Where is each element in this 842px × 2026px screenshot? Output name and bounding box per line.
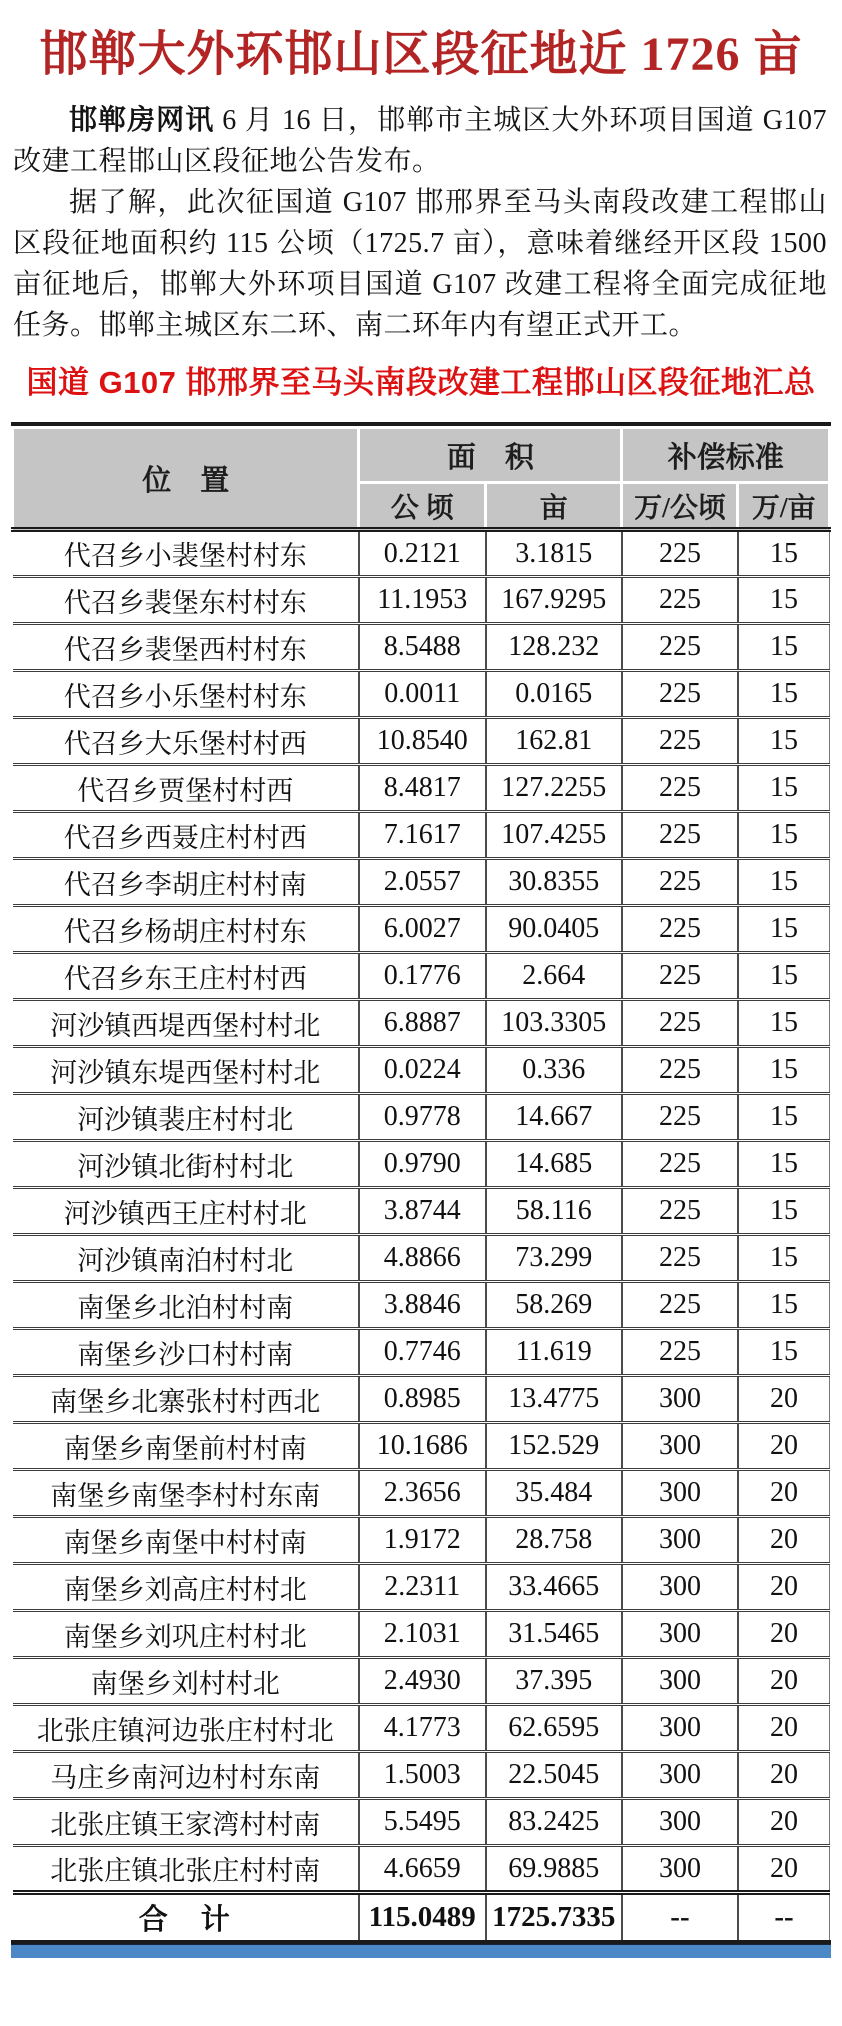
cell-comp-per-mu: 20 xyxy=(738,1799,830,1846)
cell-comp-per-hectare: 300 xyxy=(622,1423,738,1470)
total-comp-per-hectare: -- xyxy=(622,1893,738,1940)
footer-blue-bar xyxy=(11,1944,831,1958)
cell-area-mu: 90.0405 xyxy=(486,906,622,953)
col-header-location: 位 置 xyxy=(13,428,359,530)
table-row xyxy=(13,1094,830,1141)
cell-area-mu: 152.529 xyxy=(486,1423,622,1470)
cell-area-hectare: 2.1031 xyxy=(359,1611,486,1658)
col-header-area-group: 面 积 xyxy=(359,428,622,483)
table-row xyxy=(13,1188,830,1235)
cell-area-hectare: 2.3656 xyxy=(359,1470,486,1517)
cell-area-hectare: 6.0027 xyxy=(359,906,486,953)
cell-location: 河沙镇西王庄村村北 xyxy=(13,1188,359,1235)
cell-comp-per-hectare: 300 xyxy=(622,1799,738,1846)
cell-comp-per-mu: 15 xyxy=(738,530,830,577)
table-row xyxy=(13,1329,830,1376)
table-footer xyxy=(13,1893,830,1940)
cell-comp-per-hectare: 225 xyxy=(622,906,738,953)
table-row xyxy=(13,1611,830,1658)
cell-comp-per-mu: 20 xyxy=(738,1846,830,1893)
cell-area-hectare: 2.0557 xyxy=(359,859,486,906)
cell-area-hectare: 8.5488 xyxy=(359,624,486,671)
cell-area-mu: 31.5465 xyxy=(486,1611,622,1658)
cell-comp-per-mu: 15 xyxy=(738,765,830,812)
table-row xyxy=(13,1705,830,1752)
cell-comp-per-mu: 20 xyxy=(738,1423,830,1470)
cell-area-mu: 14.667 xyxy=(486,1094,622,1141)
article-body xyxy=(13,100,827,346)
cell-area-mu: 3.1815 xyxy=(486,530,622,577)
cell-area-hectare: 1.9172 xyxy=(359,1517,486,1564)
cell-location: 南堡乡刘高庄村村北 xyxy=(13,1564,359,1611)
cell-area-hectare: 3.8744 xyxy=(359,1188,486,1235)
table-row xyxy=(13,1752,830,1799)
cell-location: 代召乡小裴堡村村东 xyxy=(13,530,359,577)
table-row xyxy=(13,1517,830,1564)
table-row xyxy=(13,859,830,906)
cell-location: 代召乡裴堡东村村东 xyxy=(13,577,359,624)
cell-area-hectare: 4.6659 xyxy=(359,1846,486,1893)
cell-area-mu: 73.299 xyxy=(486,1235,622,1282)
cell-comp-per-hectare: 225 xyxy=(622,1282,738,1329)
cell-comp-per-mu: 15 xyxy=(738,1188,830,1235)
cell-area-hectare: 1.5003 xyxy=(359,1752,486,1799)
cell-location: 南堡乡刘巩庄村村北 xyxy=(13,1611,359,1658)
cell-comp-per-hectare: 225 xyxy=(622,1047,738,1094)
cell-comp-per-hectare: 225 xyxy=(622,812,738,859)
cell-comp-per-mu: 20 xyxy=(738,1517,830,1564)
paragraph-1 xyxy=(13,100,827,182)
cell-location: 河沙镇西堤西堡村村北 xyxy=(13,1000,359,1047)
cell-comp-per-mu: 15 xyxy=(738,1329,830,1376)
cell-area-mu: 13.4775 xyxy=(486,1376,622,1423)
cell-area-mu: 162.81 xyxy=(486,718,622,765)
cell-area-mu: 69.9885 xyxy=(486,1846,622,1893)
cell-location: 代召乡小乐堡村村东 xyxy=(13,671,359,718)
cell-comp-per-hectare: 300 xyxy=(622,1846,738,1893)
table-row xyxy=(13,953,830,1000)
cell-comp-per-hectare: 225 xyxy=(622,1000,738,1047)
cell-comp-per-mu: 15 xyxy=(738,1000,830,1047)
cell-area-mu: 58.269 xyxy=(486,1282,622,1329)
cell-comp-per-mu: 15 xyxy=(738,718,830,765)
table-row xyxy=(13,577,830,624)
cell-area-hectare: 5.5495 xyxy=(359,1799,486,1846)
cell-comp-per-hectare: 300 xyxy=(622,1658,738,1705)
table-caption: 国道 G107 邯邢界至马头南段改建工程邯山区段征地汇总 xyxy=(26,365,816,400)
cell-location: 南堡乡北寨张村村西北 xyxy=(13,1376,359,1423)
cell-area-mu: 167.9295 xyxy=(486,577,622,624)
cell-area-hectare: 0.8985 xyxy=(359,1376,486,1423)
cell-comp-per-hectare: 300 xyxy=(622,1470,738,1517)
cell-location: 北张庄镇北张庄村村南 xyxy=(13,1846,359,1893)
cell-location: 南堡乡南堡中村村南 xyxy=(13,1517,359,1564)
cell-location: 北张庄镇王家湾村村南 xyxy=(13,1799,359,1846)
table-row xyxy=(13,1376,830,1423)
cell-area-hectare: 2.2311 xyxy=(359,1564,486,1611)
cell-comp-per-hectare: 225 xyxy=(622,624,738,671)
col-header-comp-per-hectare: 万/公顷 xyxy=(622,483,738,530)
cell-location: 代召乡杨胡庄村村东 xyxy=(13,906,359,953)
cell-location: 河沙镇北街村村北 xyxy=(13,1141,359,1188)
cell-comp-per-mu: 20 xyxy=(738,1564,830,1611)
cell-area-hectare: 3.8846 xyxy=(359,1282,486,1329)
table-row xyxy=(13,718,830,765)
col-header-mu: 亩 xyxy=(486,483,622,530)
cell-location: 代召乡贾堡村村西 xyxy=(13,765,359,812)
cell-comp-per-mu: 15 xyxy=(738,906,830,953)
cell-location: 南堡乡南堡李村村东南 xyxy=(13,1470,359,1517)
paragraph-1-text: 6 月 16 日，邯郸市主城区大外环项目国道 G107 改建工程邯山区段征地公告发布。 xyxy=(13,105,827,177)
cell-area-mu: 62.6595 xyxy=(486,1705,622,1752)
table-row xyxy=(13,1423,830,1470)
cell-area-mu: 2.664 xyxy=(486,953,622,1000)
cell-comp-per-hectare: 225 xyxy=(622,671,738,718)
cell-area-hectare: 0.1776 xyxy=(359,953,486,1000)
cell-area-hectare: 4.1773 xyxy=(359,1705,486,1752)
paragraph-1-lead: 邯郸房网讯 xyxy=(69,105,215,136)
header-group-row xyxy=(13,428,830,483)
cell-comp-per-mu: 15 xyxy=(738,1235,830,1282)
cell-comp-per-hectare: 300 xyxy=(622,1517,738,1564)
cell-comp-per-mu: 15 xyxy=(738,624,830,671)
cell-comp-per-hectare: 225 xyxy=(622,530,738,577)
cell-location: 代召乡裴堡西村村东 xyxy=(13,624,359,671)
cell-comp-per-hectare: 225 xyxy=(622,1329,738,1376)
cell-location: 代召乡东王庄村村西 xyxy=(13,953,359,1000)
paragraph-2 xyxy=(13,182,827,346)
table-row xyxy=(13,530,830,577)
table-row xyxy=(13,624,830,671)
total-mu: 1725.7335 xyxy=(486,1893,622,1940)
cell-comp-per-mu: 15 xyxy=(738,859,830,906)
cell-comp-per-mu: 15 xyxy=(738,1282,830,1329)
cell-area-hectare: 7.1617 xyxy=(359,812,486,859)
cell-comp-per-mu: 15 xyxy=(738,953,830,1000)
cell-comp-per-hectare: 300 xyxy=(622,1752,738,1799)
table-body xyxy=(13,530,830,1893)
cell-area-hectare: 6.8887 xyxy=(359,1000,486,1047)
total-comp-per-mu: -- xyxy=(738,1893,830,1940)
cell-comp-per-hectare: 300 xyxy=(622,1705,738,1752)
cell-area-mu: 33.4665 xyxy=(486,1564,622,1611)
cell-area-mu: 22.5045 xyxy=(486,1752,622,1799)
cell-area-hectare: 0.0011 xyxy=(359,671,486,718)
cell-area-mu: 28.758 xyxy=(486,1517,622,1564)
cell-area-mu: 37.395 xyxy=(486,1658,622,1705)
cell-location: 河沙镇南泊村村北 xyxy=(13,1235,359,1282)
table-row xyxy=(13,1235,830,1282)
cell-comp-per-hectare: 225 xyxy=(622,1188,738,1235)
cell-area-mu: 107.4255 xyxy=(486,812,622,859)
cell-area-mu: 35.484 xyxy=(486,1470,622,1517)
cell-area-mu: 58.116 xyxy=(486,1188,622,1235)
table-row xyxy=(13,1282,830,1329)
cell-comp-per-hectare: 225 xyxy=(622,1094,738,1141)
table-row xyxy=(13,1658,830,1705)
cell-comp-per-hectare: 300 xyxy=(622,1611,738,1658)
cell-comp-per-mu: 20 xyxy=(738,1470,830,1517)
table-row xyxy=(13,1047,830,1094)
cell-comp-per-mu: 15 xyxy=(738,1094,830,1141)
cell-location: 南堡乡北泊村村南 xyxy=(13,1282,359,1329)
cell-location: 南堡乡沙口村村南 xyxy=(13,1329,359,1376)
article-page xyxy=(0,26,842,1958)
cell-comp-per-mu: 20 xyxy=(738,1752,830,1799)
cell-area-hectare: 0.9778 xyxy=(359,1094,486,1141)
col-header-hectare: 公 顷 xyxy=(359,483,486,530)
cell-comp-per-mu: 15 xyxy=(738,1141,830,1188)
cell-location: 河沙镇东堤西堡村村北 xyxy=(13,1047,359,1094)
cell-area-mu: 0.336 xyxy=(486,1047,622,1094)
cell-area-hectare: 10.8540 xyxy=(359,718,486,765)
table-header xyxy=(13,428,830,530)
cell-location: 南堡乡南堡前村村南 xyxy=(13,1423,359,1470)
cell-comp-per-hectare: 225 xyxy=(622,718,738,765)
cell-area-mu: 83.2425 xyxy=(486,1799,622,1846)
table-row xyxy=(13,671,830,718)
table-row xyxy=(13,765,830,812)
cell-area-hectare: 0.7746 xyxy=(359,1329,486,1376)
table-row xyxy=(13,1000,830,1047)
cell-comp-per-mu: 20 xyxy=(738,1658,830,1705)
cell-area-hectare: 11.1953 xyxy=(359,577,486,624)
cell-comp-per-hectare: 300 xyxy=(622,1564,738,1611)
cell-comp-per-mu: 15 xyxy=(738,577,830,624)
cell-location: 代召乡大乐堡村村西 xyxy=(13,718,359,765)
total-row xyxy=(13,1893,830,1940)
cell-comp-per-mu: 15 xyxy=(738,671,830,718)
table-row xyxy=(13,1846,830,1893)
cell-comp-per-hectare: 225 xyxy=(622,765,738,812)
cell-area-mu: 14.685 xyxy=(486,1141,622,1188)
cell-area-mu: 103.3305 xyxy=(486,1000,622,1047)
total-label: 合 计 xyxy=(13,1893,359,1940)
cell-location: 马庄乡南河边村村东南 xyxy=(13,1752,359,1799)
table-row xyxy=(13,812,830,859)
cell-area-mu: 11.619 xyxy=(486,1329,622,1376)
cell-location: 代召乡李胡庄村村南 xyxy=(13,859,359,906)
table-row xyxy=(13,906,830,953)
paragraph-2-text: 据了解，此次征国道 G107 邯邢界至马头南段改建工程邯山区段征地面积约 115 公顷（1725.7 亩），意味着继经开区段 1500 亩征地后，邯郸大外环项目国道 G107 改建工程将全面完成征地任务。邯郸主城区东二环、南二环年内有望正式开工。 xyxy=(13,187,827,341)
cell-area-mu: 0.0165 xyxy=(486,671,622,718)
cell-area-mu: 128.232 xyxy=(486,624,622,671)
cell-location: 代召乡西聂庄村村西 xyxy=(13,812,359,859)
cell-area-hectare: 0.9790 xyxy=(359,1141,486,1188)
cell-location: 南堡乡刘村村北 xyxy=(13,1658,359,1705)
col-header-compensation-group: 补偿标准 xyxy=(622,428,830,483)
table-row xyxy=(13,1564,830,1611)
cell-area-hectare: 0.0224 xyxy=(359,1047,486,1094)
total-hectare: 115.0489 xyxy=(359,1893,486,1940)
land-table-wrap xyxy=(11,422,831,1944)
cell-comp-per-mu: 15 xyxy=(738,812,830,859)
cell-comp-per-mu: 20 xyxy=(738,1376,830,1423)
cell-area-hectare: 4.8866 xyxy=(359,1235,486,1282)
cell-comp-per-hectare: 300 xyxy=(622,1376,738,1423)
cell-comp-per-mu: 20 xyxy=(738,1611,830,1658)
cell-comp-per-hectare: 225 xyxy=(622,859,738,906)
cell-area-hectare: 8.4817 xyxy=(359,765,486,812)
cell-location: 北张庄镇河边张庄村村北 xyxy=(13,1705,359,1752)
cell-area-hectare: 10.1686 xyxy=(359,1423,486,1470)
col-header-comp-per-mu: 万/亩 xyxy=(738,483,830,530)
cell-comp-per-hectare: 225 xyxy=(622,577,738,624)
table-row xyxy=(13,1470,830,1517)
cell-comp-per-mu: 15 xyxy=(738,1047,830,1094)
cell-area-mu: 127.2255 xyxy=(486,765,622,812)
cell-comp-per-hectare: 225 xyxy=(622,1235,738,1282)
land-table xyxy=(11,426,831,1940)
table-row xyxy=(13,1141,830,1188)
cell-comp-per-mu: 20 xyxy=(738,1705,830,1752)
cell-area-hectare: 0.2121 xyxy=(359,530,486,577)
cell-area-hectare: 2.4930 xyxy=(359,1658,486,1705)
page-title: 邯郸大外环邯山区段征地近 1726 亩 xyxy=(39,28,803,81)
cell-location: 河沙镇裴庄村村北 xyxy=(13,1094,359,1141)
cell-comp-per-hectare: 225 xyxy=(622,953,738,1000)
cell-comp-per-hectare: 225 xyxy=(622,1141,738,1188)
table-row xyxy=(13,1799,830,1846)
cell-area-mu: 30.8355 xyxy=(486,859,622,906)
